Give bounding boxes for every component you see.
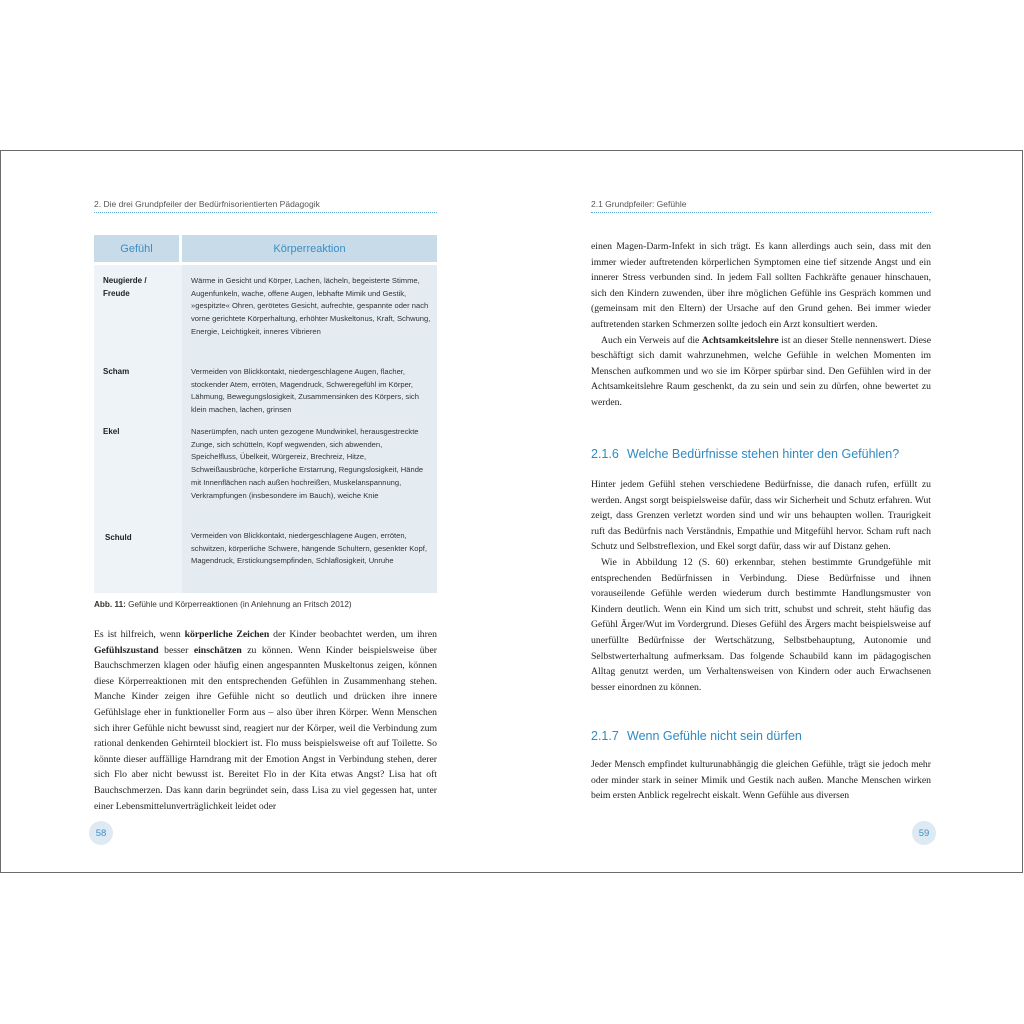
table-row-label: Scham bbox=[103, 367, 130, 376]
paragraph: Jeder Mensch empfindet kulturunabhängig die gleichen Gefühle, trägt sie jedoch mehr oder minder stark in seiner Mimik und Gestik nach außen. Manche Menschen wirken beim ersten Anblick regelrecht eiskalt. Wenn Gefühle aus diversen bbox=[591, 759, 931, 802]
table-row-text: Vermeiden von Blickkontakt, niedergeschlagene Augen, flacher, stockender Atem, erröten, Magendruck, Schweregefühl im Körper, Lähmung, Bewegungslosigkeit, Zusammensinken des Körpers, sich klein machen, lachen, grinsen bbox=[191, 367, 419, 415]
table-row-text: Vermeiden von Blickkontakt, niedergeschlagene Augen, erröten, schwitzen, körperliche Schwere, hängende Schultern, gesenkter Kopf, Magendruck, Erstickungsempfinden, Schlaflosigkeit, Unruhe bbox=[191, 531, 427, 566]
table-row-label: Schuld bbox=[105, 533, 132, 542]
paragraph: Wie in Abbildung 12 (S. 60) erkennbar, stehen bestimmte Grundgefühle mit entsprechenden Bedürfnissen in Verbindung. Diese Bedürfnisse und ihnen vorauseilende Gefühle werden wiederum durch bestimmte Handlungsmuster von Kindern deutlich. Wenn ein Kind um sich tritt, schubst und schreit, steht häufig das Gefühl Ärger/Wut im Vordergrund. Dieses Gefühl des Ärgers macht beispielsweise auf unerfüllte Bedürfnisse der Wertschätzung, Selbstbehauptung, Autonomie und Selbstwerterhaltung aufmerksam. Das folgende Schaubild kann im pädagogischen Alltag genutzt werden, um Verhaltensweisen von Kindern oder auch Erwachsenen besser einordnen zu können. bbox=[591, 556, 931, 693]
paragraph: einen Magen-Darm-Infekt in sich trägt. Es kann allerdings auch sein, dass mit den immer wieder auftretenden körperlichen Symptomen eine tief sitzende Angst und ein innerer Stress verbunden sind. In jedem Fall sollten Fachkräfte genauer hinschauen, sich den Kindern zuwenden, über ihre möglichen Gefühle ins Gespräch kommen und (gemeinsam mit den Eltern) der Ursache auf den Grund gehen. Bei immer wieder auftretenden starken Schmerzen sollte jedoch ein Arzt konsultiert werden. bbox=[591, 241, 931, 330]
book-spread bbox=[0, 150, 1023, 873]
table-row-text: Wärme in Gesicht und Körper, Lachen, lächeln, begeisterte Stimme, Augenfunkeln, wache, offene Augen, lebhafte Mimik und Gestik, »gespitzte« Ohren, gerötetes Gesicht, aufrechte, gespannte oder nach vorne gerichtete Körperhaltung, erhöhter Muskeltonus, Kraft, Schwung, Energie, Leichtigkeit, inneres Vibrieren bbox=[191, 276, 431, 336]
header-body-reaction: Körperreaktion bbox=[182, 235, 437, 262]
dotted-divider-left bbox=[94, 212, 437, 213]
paragraph: Auch ein Verweis auf die Achtsamkeitslehre ist an dieser Stelle nennenswert. Diese beschäftigt sich damit wahrzunehmen, welche Gefühle in welchen Momenten im Menschen aufkommen und wo sie im Körper spürbar sind. Den Gefühlen wird in der Achtsamkeitslehre Raum geschenkt, da zu sein und sein zu dürfen, ohne bewertet zu werden. bbox=[591, 334, 931, 408]
figure-caption bbox=[94, 600, 352, 609]
header-emotion: Gefühl bbox=[94, 235, 179, 262]
caption-text: Gefühle und Körperreaktionen (in Anlehnung an Fritsch 2012) bbox=[125, 600, 352, 609]
dotted-divider-right bbox=[591, 212, 931, 213]
reaction-column bbox=[182, 265, 437, 593]
left-page bbox=[1, 151, 512, 872]
body-text-right-mid bbox=[591, 477, 931, 695]
page-number-right: 59 bbox=[912, 821, 936, 845]
caption-label: Abb. 11: bbox=[94, 600, 126, 609]
table-row-label: Ekel bbox=[103, 427, 120, 436]
table-body bbox=[94, 265, 437, 593]
table-header bbox=[94, 235, 437, 262]
section-heading-2-1-7: 2.1.7 Wenn Gefühle nicht sein dürfen bbox=[591, 729, 802, 743]
running-head-right: 2.1 Grundpfeiler: Gefühle bbox=[591, 199, 687, 209]
body-text-left bbox=[94, 627, 437, 814]
section-heading-2-1-6: 2.1.6 Welche Bedürfnisse stehen hinter den Gefühlen? bbox=[591, 447, 900, 461]
page-number-left: 58 bbox=[89, 821, 113, 845]
body-text-right-bottom bbox=[591, 757, 931, 804]
paragraph: Hinter jedem Gefühl stehen verschiedene Bedürfnisse, die danach rufen, erfüllt zu werden. Angst sorgt beispielsweise dafür, dass wir Sicherheit und Schutz erfahren. Wut zeigt, dass Grenzen verletzt worden sind und wir uns behaupten wollen. Traurigkeit ruft das Bedürfnis nach Verständnis, Empathie und Mitgefühl hervor. Scham ruft nach Schutz und Selbstreflexion, und Ekel sorgt dafür, dass wir auf Distanz gehen. bbox=[591, 479, 931, 553]
running-head-left: 2. Die drei Grundpfeiler der Bedürfnisorientierten Pädagogik bbox=[94, 199, 320, 209]
table-row-label: Neugierde / Freude bbox=[103, 276, 147, 298]
emotion-table bbox=[94, 235, 437, 593]
table-row-text: Naserümpfen, nach unten gezogene Mundwinkel, herausgestreckte Zunge, sich schütteln, Kopf wegwenden, sich abwenden, Speichelfluss, Übelkeit, Würgereiz, Brechreiz, Hitze, Schweißausbrüche, körperliche Erstarrung, Regungslosigkeit, Hände mit Innenflächen nach außen hochreißen, Muskelanspannung, Verkrampfungen (insbesondere im Bauch), weiche Knie bbox=[191, 427, 424, 500]
body-text-right-top bbox=[591, 239, 931, 411]
emotion-column bbox=[94, 265, 179, 593]
paragraph: Es ist hilfreich, wenn körperliche Zeichen der Kinder beobachtet werden, um ihren Gefühlszustand besser einschätzen zu können. Wenn Kinder beispielsweise über Bauchschmerzen klagen oder häufig einen angespannten Muskeltonus zeigen, können diese Körperreaktionen mit den entsprechenden Gefühlen in Zusammenhang stehen. Manche Kinder zeigen ihre Gefühle nicht so deutlich und drücken ihre innere Gefühlslage eher in funktioneller Form aus – also über ihren Körper. Wenn Menschen sich ihrer Gefühle nicht bewusst sind, reagiert nur der Körper, weil die Verbindung zum rational denkenden Gehirnteil blockiert ist. Flo muss beispielsweise oft auf Toilette. So könnte dieser auffällige Harndrang mit der Emotion Angst in Verbindung stehen, derer sich Flo aber nicht bewusst ist. Bereitet Flo in der Kita etwas Angst? Lisa hat oft Bauchschmerzen. Das kann darin begründet sein, dass Lisa zu viel gegessen hat, unter einer Lebensmittelunverträglichkeit leidet oder bbox=[94, 629, 438, 812]
